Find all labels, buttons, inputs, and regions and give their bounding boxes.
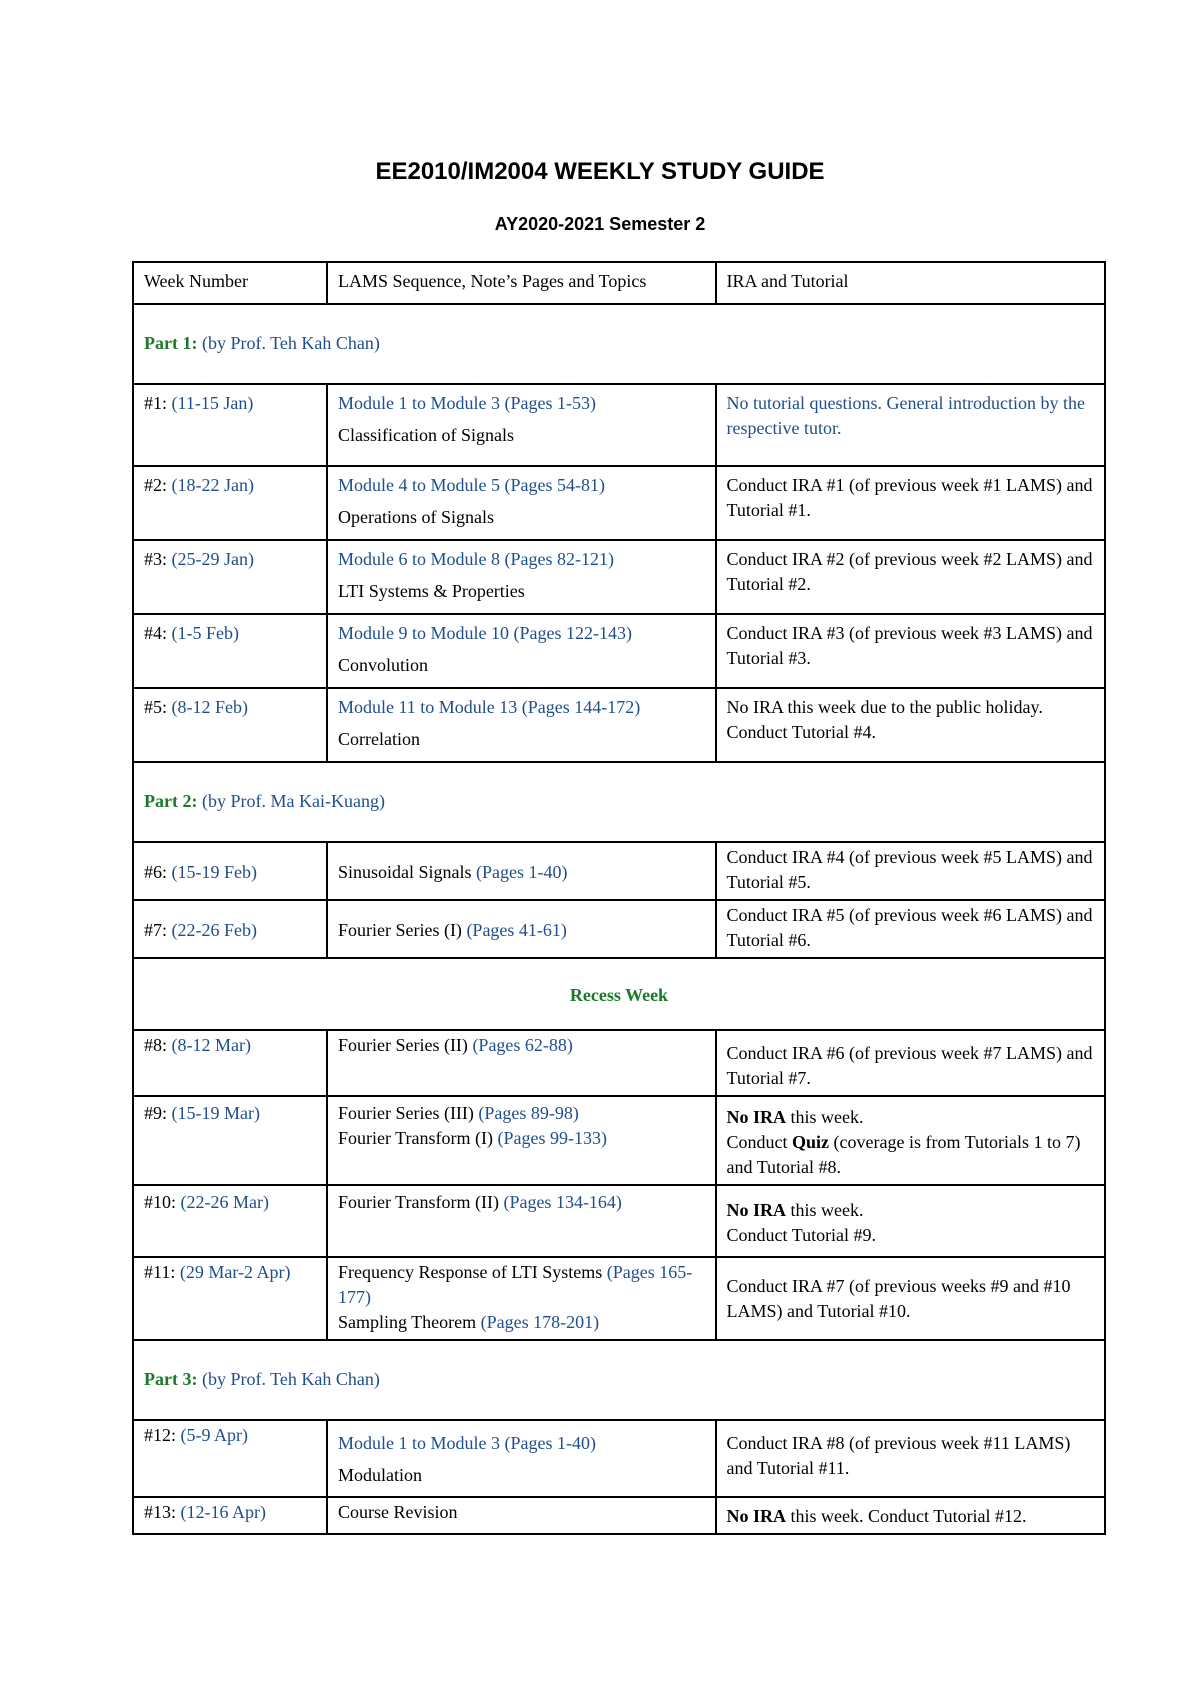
week-number: #3: [144,549,168,569]
part-3-lecturer: (by Prof. Teh Kah Chan) [201,1369,380,1389]
pages: (Pages 89-98) [478,1103,579,1123]
part-2-label: Part 2: [144,791,198,811]
week-dates: (22-26 Mar) [180,1192,269,1212]
week-cell [133,1185,327,1257]
lams-cell [327,384,716,466]
ira-cell: Conduct IRA #8 (of previous week #11 LAMS) and Tutorial #11. [716,1420,1105,1497]
module-range: Module 11 to Module 13 (Pages 144-172) [337,697,641,717]
topic: Sinusoidal Signals [337,861,472,882]
pages: (Pages 1-40) [475,861,568,882]
table-row [133,540,1105,614]
lams-cell: Course Revision [327,1497,716,1534]
module-range: Module 1 to Module 3 (Pages 1-40) [337,1433,596,1453]
week-dates: (8-12 Feb) [171,697,248,717]
part-3-cell [133,1340,1105,1420]
lams-cell [327,688,716,762]
week-dates: (18-22 Jan) [171,475,254,495]
lams-cell [327,900,716,958]
topic-2: Fourier Transform (I) [337,1128,493,1148]
lams-cell [327,842,716,900]
week-number: #12: [144,1425,177,1445]
lams-cell [327,1420,716,1497]
table-row [133,842,1105,900]
week-number: #11: [144,1262,176,1282]
recess-label: Recess Week [569,985,669,1005]
week-cell [133,1257,327,1340]
part-3-label: Part 3: [144,1369,198,1389]
topic: Convolution [337,655,428,675]
no-ira-label: No IRA [726,1107,787,1127]
part-1-lecturer: (by Prof. Teh Kah Chan) [201,333,380,353]
part-2-row [133,762,1105,842]
pages: (Pages 134-164) [503,1192,622,1212]
part-1-cell [133,304,1105,384]
table-row [133,688,1105,762]
table-row [133,1257,1105,1340]
module-range: Module 9 to Module 10 (Pages 122-143) [337,623,632,643]
table-row [133,1030,1105,1096]
week-number: #9: [144,1103,168,1123]
ira-text-2b: (coverage is from Tutorials 1 to 7) and Tutorial #8. [726,1132,1081,1177]
page-title: EE2010/IM2004 WEEKLY STUDY GUIDE [375,158,825,185]
week-number: #6: [144,861,168,882]
module-range: Module 4 to Module 5 (Pages 54-81) [337,475,605,495]
topic: Fourier Series (III) [337,1103,474,1123]
page-subtitle: AY2020-2021 Semester 2 [494,214,706,234]
ira-cell: Conduct IRA #7 (of previous weeks #9 and #10 LAMS) and Tutorial #10. [716,1257,1105,1340]
ira-cell: Conduct IRA #5 (of previous week #6 LAMS) and Tutorial #6. [716,900,1105,958]
week-dates: (5-9 Apr) [180,1425,248,1445]
ira-cell: Conduct IRA #4 (of previous week #5 LAMS) and Tutorial #5. [716,842,1105,900]
part-2-lecturer: (by Prof. Ma Kai-Kuang) [201,791,385,811]
topic: Frequency Response of LTI Systems [337,1262,603,1282]
week-cell [133,384,327,466]
part-1-label: Part 1: [144,333,198,353]
week-cell [133,900,327,958]
no-ira-label: No IRA [726,1200,787,1220]
lams-cell [327,1257,716,1340]
ira-text: this week. [790,1107,864,1127]
week-dates: (15-19 Feb) [171,861,257,882]
recess-row [133,958,1105,1030]
week-dates: (25-29 Jan) [171,549,254,569]
lams-cell [327,1030,716,1096]
ira-cell [716,1497,1105,1534]
ira-cell: No tutorial questions. General introduction by the respective tutor. [716,384,1105,466]
topic: Operations of Signals [337,507,494,527]
recess-cell [133,958,1105,1030]
week-cell [133,1497,327,1534]
week-number: #10: [144,1192,177,1212]
week-cell [133,540,327,614]
week-dates: (8-12 Mar) [171,1035,251,1055]
lams-cell [327,1185,716,1257]
part-2-cell [133,762,1105,842]
ira-text: this week. [790,1200,864,1220]
week-number: #2: [144,475,168,495]
header-row [133,262,1105,304]
week-cell [133,842,327,900]
lams-cell [327,1096,716,1185]
week-dates: (12-16 Apr) [180,1502,266,1522]
table-row [133,1420,1105,1497]
topic: Fourier Transform (II) [337,1192,499,1212]
week-number: #5: [144,697,168,717]
ira-cell [716,1096,1105,1185]
week-cell [133,1420,327,1497]
topic-2: Sampling Theorem [337,1312,477,1332]
week-cell [133,1030,327,1096]
module-range: Module 1 to Module 3 (Pages 1-53) [337,393,596,413]
header-lams: LAMS Sequence, Note’s Pages and Topics [327,262,716,304]
ira-cell: Conduct IRA #1 (of previous week #1 LAMS) and Tutorial #1. [716,466,1105,540]
ira-cell: Conduct IRA #6 (of previous week #7 LAMS) and Tutorial #7. [716,1030,1105,1096]
quiz-label: Quiz [792,1132,830,1152]
week-dates: (11-15 Jan) [171,393,254,413]
ira-cell [716,1185,1105,1257]
study-guide-table [132,261,1106,1535]
week-number: #13: [144,1502,177,1522]
table-row [133,1497,1105,1534]
topic: LTI Systems & Properties [337,581,525,601]
part-3-row [133,1340,1105,1420]
week-cell [133,614,327,688]
table-row [133,466,1105,540]
pages: (Pages 41-61) [466,919,567,940]
week-number: #4: [144,623,168,643]
module-range: Module 6 to Module 8 (Pages 82-121) [337,549,614,569]
topic: Classification of Signals [337,425,514,445]
week-number: #7: [144,919,168,940]
topic: Modulation [337,1465,422,1485]
table-row [133,900,1105,958]
ira-text-2a: Conduct [726,1132,788,1152]
pages: (Pages 165-177) [337,1262,693,1307]
topic: Fourier Series (II) [337,1035,468,1055]
ira-cell: Conduct IRA #2 (of previous week #2 LAMS) and Tutorial #2. [716,540,1105,614]
week-number: #8: [144,1035,168,1055]
ira-text-2: Conduct Tutorial #9. [726,1225,877,1245]
week-dates: (29 Mar-2 Apr) [179,1262,291,1282]
lams-cell [327,540,716,614]
table-row [133,614,1105,688]
table-row [133,1096,1105,1185]
ira-cell: No IRA this week due to the public holiday. Conduct Tutorial #4. [716,688,1105,762]
table-row [133,384,1105,466]
header-week-number: Week Number [133,262,327,304]
week-dates: (1-5 Feb) [171,623,239,643]
week-number: #1: [144,393,168,413]
ira-text: this week. Conduct Tutorial #12. [790,1506,1027,1526]
week-dates: (15-19 Mar) [171,1103,260,1123]
part-1-row [133,304,1105,384]
week-cell [133,466,327,540]
topic: Fourier Series (I) [337,919,462,940]
pages-2: (Pages 99-133) [497,1128,607,1148]
pages: (Pages 62-88) [472,1035,573,1055]
header-ira: IRA and Tutorial [716,262,1105,304]
lams-cell [327,466,716,540]
pages-2: (Pages 178-201) [480,1312,600,1332]
week-cell [133,1096,327,1185]
week-cell [133,688,327,762]
lams-cell [327,614,716,688]
topic: Correlation [337,729,420,749]
week-dates: (22-26 Feb) [171,919,257,940]
no-ira-label: No IRA [726,1506,787,1526]
table-row [133,1185,1105,1257]
ira-cell: Conduct IRA #3 (of previous week #3 LAMS) and Tutorial #3. [716,614,1105,688]
